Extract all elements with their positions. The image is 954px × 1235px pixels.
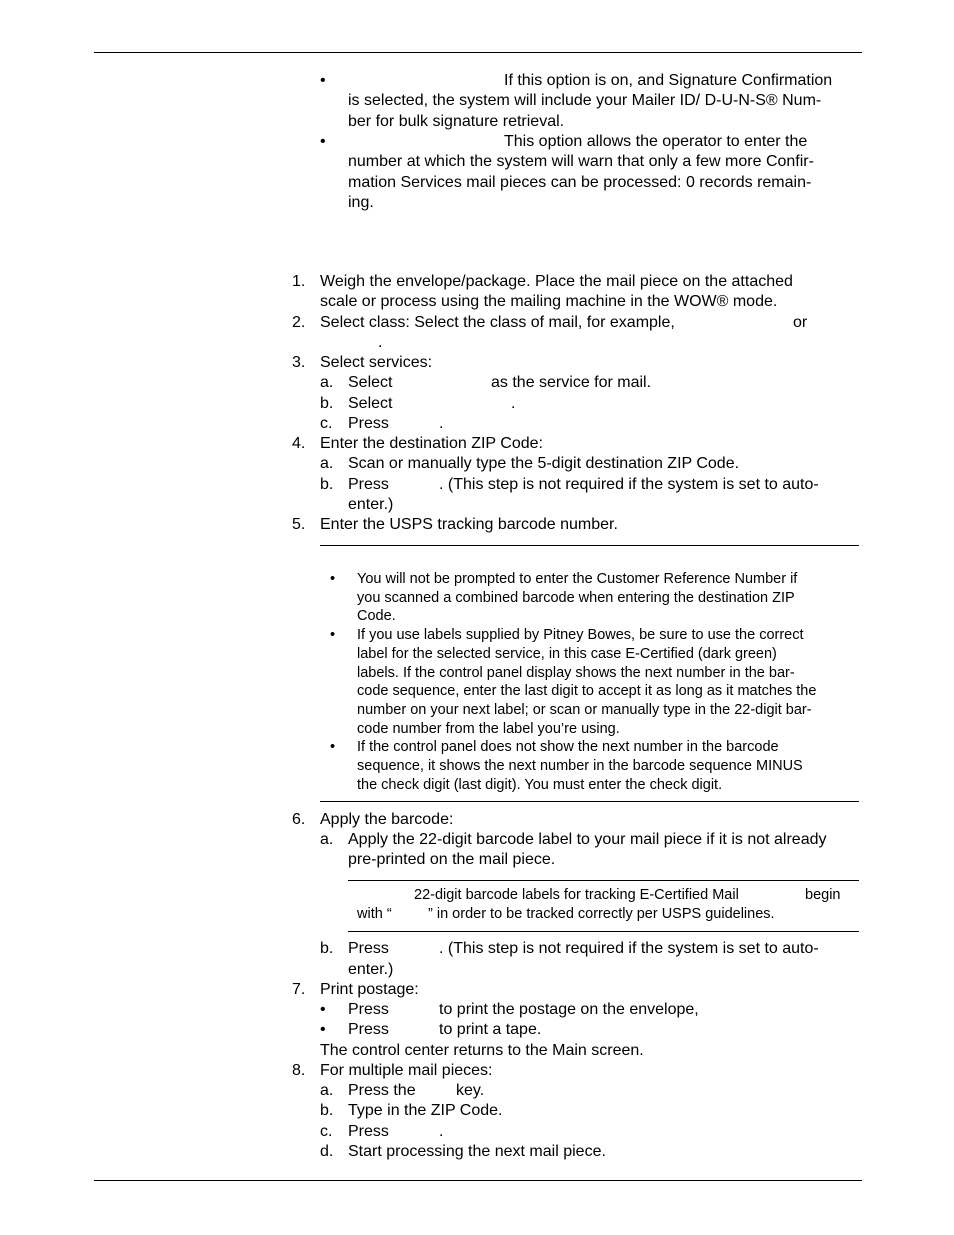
- inline-note-text: ” in order to be tracked correctly per USPS guidelines.: [428, 906, 775, 922]
- substep-text: to print a tape.: [439, 1021, 542, 1038]
- footer-rule: [94, 1180, 862, 1181]
- substep-letter: b.: [320, 476, 334, 493]
- note-bullet: •: [330, 739, 336, 755]
- substep-text: . (This step is not required if the system is set to auto-: [439, 476, 819, 493]
- substep-text: Type in the ZIP Code.: [348, 1102, 503, 1119]
- option-text: is selected, the system will include your Mailer ID/ D-U-N-S® Num-: [348, 92, 822, 109]
- step-number: 1.: [292, 273, 306, 290]
- substep-letter: a.: [320, 1082, 334, 1099]
- inline-note-rule-top: [348, 880, 859, 881]
- note-rule-top: [320, 545, 859, 546]
- substep-text: . (This step is not required if the system is set to auto-: [439, 940, 819, 957]
- substep-text: Select: [348, 395, 393, 412]
- note-text: If you use labels supplied by Pitney Bowes, be sure to use the correct: [357, 627, 804, 643]
- step-number: 5.: [292, 516, 306, 533]
- note-rule-bottom: [320, 801, 859, 802]
- option-text: If this option is on, and Signature Confirmation: [504, 72, 833, 89]
- substep-text: Select: [348, 374, 393, 391]
- step-text: scale or process using the mailing machine in the WOW® mode.: [320, 293, 778, 310]
- substep-letter: a.: [320, 831, 334, 848]
- inline-note-text: begin: [805, 887, 841, 903]
- option-text: mation Services mail pieces can be processed: 0 records remain-: [348, 174, 812, 191]
- step-text: Apply the barcode:: [320, 811, 454, 828]
- inline-note-text: with “: [357, 906, 392, 922]
- step-number: 2.: [292, 314, 306, 331]
- substep-text: to print the postage on the envelope,: [439, 1001, 699, 1018]
- step-number: 3.: [292, 354, 306, 371]
- step-text: Weigh the envelope/package. Place the mail piece on the attached: [320, 273, 793, 290]
- step-text: For multiple mail pieces:: [320, 1062, 493, 1079]
- step-text: Select class: Select the class of mail, for example,: [320, 314, 675, 331]
- substep-text: .: [511, 395, 516, 412]
- substep-text: Apply the 22-digit barcode label to your mail piece if it is not already: [348, 831, 827, 848]
- substep-letter: b.: [320, 940, 334, 957]
- substep-bullet: •: [320, 1001, 326, 1018]
- note-text: Code.: [357, 608, 396, 624]
- substep-text: .: [439, 415, 444, 432]
- substep-text: pre-printed on the mail piece.: [348, 851, 556, 868]
- note-text: You will not be prompted to enter the Customer Reference Number if: [357, 571, 798, 587]
- substep-text: Scan or manually type the 5-digit destination ZIP Code.: [348, 455, 740, 472]
- substep-text: Press: [348, 940, 389, 957]
- note-text: the check digit (last digit). You must enter the check digit.: [357, 777, 723, 793]
- step-number: 8.: [292, 1062, 306, 1079]
- substep-text: enter.): [348, 961, 394, 978]
- substep-letter: c.: [320, 415, 333, 432]
- option-text: number at which the system will warn that only a few more Confir-: [348, 153, 814, 170]
- substep-letter: a.: [320, 374, 334, 391]
- substep-letter: b.: [320, 395, 334, 412]
- substep-text: as the service for mail.: [491, 374, 652, 391]
- note-bullet: •: [330, 627, 336, 643]
- note-text: sequence, it shows the next number in the barcode sequence MINUS: [357, 758, 803, 774]
- step-text: Enter the destination ZIP Code:: [320, 435, 543, 452]
- note-text: labels. If the control panel display shows the next number in the bar-: [357, 665, 795, 681]
- substep-letter: b.: [320, 1102, 334, 1119]
- note-text: number on your next label; or scan or manually type in the 22-digit bar-: [357, 702, 812, 718]
- step-text: Select services:: [320, 354, 433, 371]
- note-text: you scanned a combined barcode when entering the destination ZIP: [357, 590, 795, 606]
- substep-text: Press: [348, 1021, 389, 1038]
- step-text: Enter the USPS tracking barcode number.: [320, 516, 618, 533]
- substep-letter: c.: [320, 1123, 333, 1140]
- substep-letter: a.: [320, 455, 334, 472]
- option-text: ber for bulk signature retrieval.: [348, 113, 565, 130]
- substep-text: .: [439, 1123, 444, 1140]
- substep-text: Press: [348, 415, 389, 432]
- inline-note-rule-bottom: [348, 931, 859, 932]
- substep-text: enter.): [348, 496, 394, 513]
- note-bullet: •: [330, 571, 336, 587]
- step-text: The control center returns to the Main screen.: [320, 1042, 644, 1059]
- inline-note-text: 22-digit barcode labels for tracking E-Certified Mail: [414, 887, 739, 903]
- header-rule: [94, 52, 862, 53]
- step-text: or: [793, 314, 808, 331]
- substep-text: Start processing the next mail piece.: [348, 1143, 606, 1160]
- note-text: label for the selected service, in this case E-Certified (dark green): [357, 646, 777, 662]
- substep-text: Press: [348, 1123, 389, 1140]
- step-number: 4.: [292, 435, 306, 452]
- substep-bullet: •: [320, 1021, 326, 1038]
- option-bullet: •: [320, 133, 326, 150]
- substep-text: Press the: [348, 1082, 416, 1099]
- option-bullet: •: [320, 72, 326, 89]
- note-text: code number from the label you’re using.: [357, 721, 620, 737]
- step-number: 7.: [292, 981, 306, 998]
- step-text: .: [378, 334, 383, 351]
- substep-letter: d.: [320, 1143, 334, 1160]
- note-text: If the control panel does not show the next number in the barcode: [357, 739, 779, 755]
- substep-text: Press: [348, 476, 389, 493]
- substep-text: Press: [348, 1001, 389, 1018]
- option-text: This option allows the operator to enter the: [504, 133, 808, 150]
- step-text: Print postage:: [320, 981, 419, 998]
- substep-text: key.: [456, 1082, 485, 1099]
- note-text: code sequence, enter the last digit to accept it as long as it matches the: [357, 683, 817, 699]
- option-text: ing.: [348, 194, 374, 211]
- step-number: 6.: [292, 811, 306, 828]
